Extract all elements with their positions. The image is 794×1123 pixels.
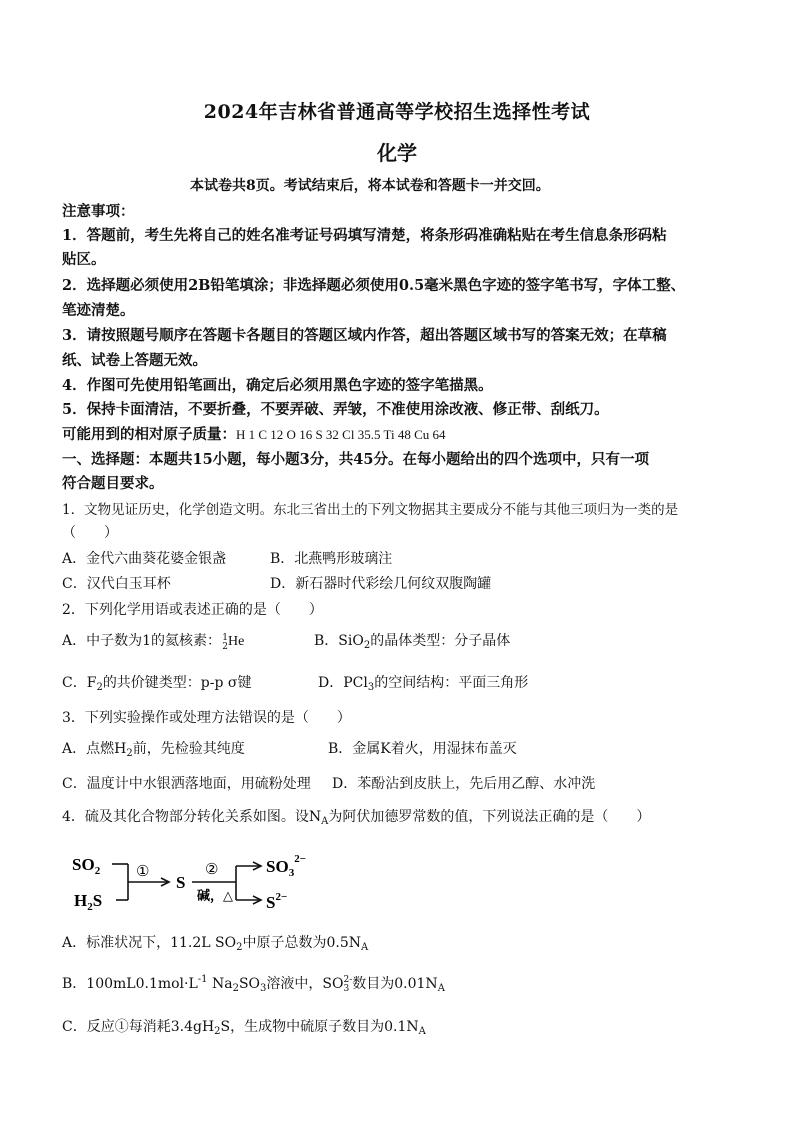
notice-heading: 注意事项： [62,203,135,220]
diagram-h2s: $H_2S$ [74,891,103,912]
q3-option-c: C．温度计中水银洒落地面，用硫粉处理 [62,776,311,792]
notice-2-line-1: 2．选择题必须使用2B铅笔填涂；非选择题必须使用0.5毫米黑色字迹的签字笔书写，字体工整、 [62,277,686,294]
q1-option-b: B．北燕鸭形玻璃注 [270,551,393,567]
q1-option-a: A．金代六曲葵花婆金银盏 [62,551,227,567]
q2-option-b-pre: B．SiO [314,633,364,649]
q4-option-a [62,932,368,953]
notice-3-line-2: 纸、试卷上答题无效。 [62,352,207,369]
exam-intro: 本试卷共8页。考试结束后，将本试卷和答题卡一并交回。 [190,178,550,194]
q3-option-d: D．苯酚沾到皮肤上，先后用乙醇、水冲洗 [332,776,596,792]
q2-option-c-post: 的共价键类型：p-p σ键 [102,675,252,691]
q2-element: He [228,634,245,649]
diagram-so3: $SO_3^{2-}$ [266,853,306,879]
q4-option-b-sub1: 2 [232,983,239,994]
notice-3-line-1: 3．请按照题号顺序在答题卡各题目的答题区域内作答，超出答题区域书写的答案无效；在草稿 [62,327,667,344]
q1-stem: 1．文物见证历史，化学创造文明。东北三省出土的下列文物据其主要成分不能与其他三项归为一类的是 [62,502,679,518]
q4-option-b-1: B．100mL0.1mol·L [62,976,198,992]
diagram-step-2: ② [205,862,219,878]
q4-option-a-1: A．标准状况下，11.2L SO [62,935,237,951]
q4-stem-b: 为阿伏加德罗常数的值，下列说法正确的是（ ） [328,809,651,825]
q4-option-b-4: 溶液中，SO [266,976,344,992]
section-1-line-1: 一、选择题：本题共15小题，每小题3分，共45分。在每小题给出的四个选项中，只有一项 [62,451,649,468]
q2-nuclide-numbers [221,634,228,652]
q2-option-c [62,672,251,693]
subject-title: 化学 [377,141,417,165]
q2-option-c-sub: 2 [96,682,103,693]
q4-option-b-ion-scripts [343,976,352,994]
q4-option-a-2: 中原子总数为0.5N [242,935,361,951]
q3-stem: 3．下列实验操作或处理方法错误的是（ ） [62,710,351,726]
q4-option-b-3: SO [238,976,261,992]
q2-option-a [62,630,244,652]
q4-stem [62,806,650,827]
q2-option-d-pre: D．PCl [318,675,368,691]
q2-stem: 2．下列化学用语或表述正确的是（ ） [62,602,323,618]
q2-mass-number: 1 [222,633,229,643]
notice-2-line-2: 笔迹清楚。 [62,302,135,319]
q4-option-c-2: S，生成物中硫原子数目为0.1N [220,1019,419,1035]
q3-option-a-post: 前，先检验其纯度 [132,741,245,757]
notice-1-line-2: 贴区。 [62,251,106,268]
atomic-masses-label: 可能用到的相对原子质量： [62,426,236,443]
q4-option-b [62,973,445,994]
q2-option-d-sub: 3 [367,682,375,693]
q4-option-a-sub1: 2 [236,942,243,953]
q4-option-c-sub1: 2 [214,1026,221,1037]
q4-option-b-5: 数目为0.01N [352,976,438,992]
q3-option-a-sub: 2 [126,748,133,759]
exam-title: 2024年吉林省普通高等学校招生选择性考试 [203,101,591,123]
q3-option-a-pre: A．点燃H [62,741,127,757]
q4-option-c-sub2: A [418,1026,426,1037]
q2-option-b-post: 的晶体类型：分子晶体 [370,633,511,649]
q2-atomic-number: 2 [222,642,229,652]
diagram-s2: $S^{2-}$ [266,891,288,912]
q4-option-c-1: C．反应①每消耗3.4gH [62,1019,215,1035]
q1-option-c: C．汉代白玉耳杯 [62,576,171,592]
q2-option-b-sub: 2 [363,640,371,651]
q1-option-d: D．新石器时代彩绘几何纹双腹陶罐 [270,576,492,592]
q3-option-a [62,738,245,759]
q4-option-c [62,1016,426,1037]
notice-4: 4．作图可先使用铅笔画出，确定后必须用黑色字迹的签字笔描黑。 [62,377,493,394]
q4-stem-a: 4．硫及其化合物部分转化关系如图。设N [62,809,322,825]
diagram-so2: $SO_2$ [72,855,101,877]
section-1-line-2: 符合题目要求。 [62,475,164,492]
q2-option-d-post: 的空间结构：平面三角形 [374,675,529,691]
sulfur-conversion-diagram [68,848,318,912]
notice-5: 5．保持卡面清洁，不要折叠，不要弄破、弄皱，不准使用涂改液、修正带、刮纸刀。 [62,401,609,418]
diagram-step-1: ① [136,864,150,880]
atomic-masses-values: H 1 C 12 O 16 S 32 Cl 35.5 Ti 48 Cu 64 [236,427,446,442]
q4-option-b-sub3: 3 [343,984,350,994]
q2-option-a-text: A．中子数为1的氦核素： [62,633,222,649]
q4-option-b-sup1: -1 [197,974,208,985]
q3-option-b: B．金属K着火，用湿抹布盖灭 [328,741,517,757]
q4-option-b-sub2: 3 [260,983,267,994]
q2-option-b [314,630,510,651]
q4-option-a-sub2: A [361,942,369,953]
q4-option-b-sub4: A [437,983,445,994]
atomic-masses [62,423,446,444]
diagram-s: S [176,873,186,892]
diagram-condition: 碱，△ [197,888,233,903]
q2-option-d [318,672,528,693]
q4-option-b-2: Na [207,976,233,992]
notice-1-line-1: 1．答题前，考生先将自己的姓名准考证号码填写清楚，将条形码准确粘贴在考生信息条形码粘 [62,227,667,244]
q4-stem-sub: A [321,816,329,827]
q4-option-b-sup2: 2- [343,975,353,985]
q2-option-c-pre: C．F [62,675,97,691]
q1-paren: （ ） [62,525,118,541]
